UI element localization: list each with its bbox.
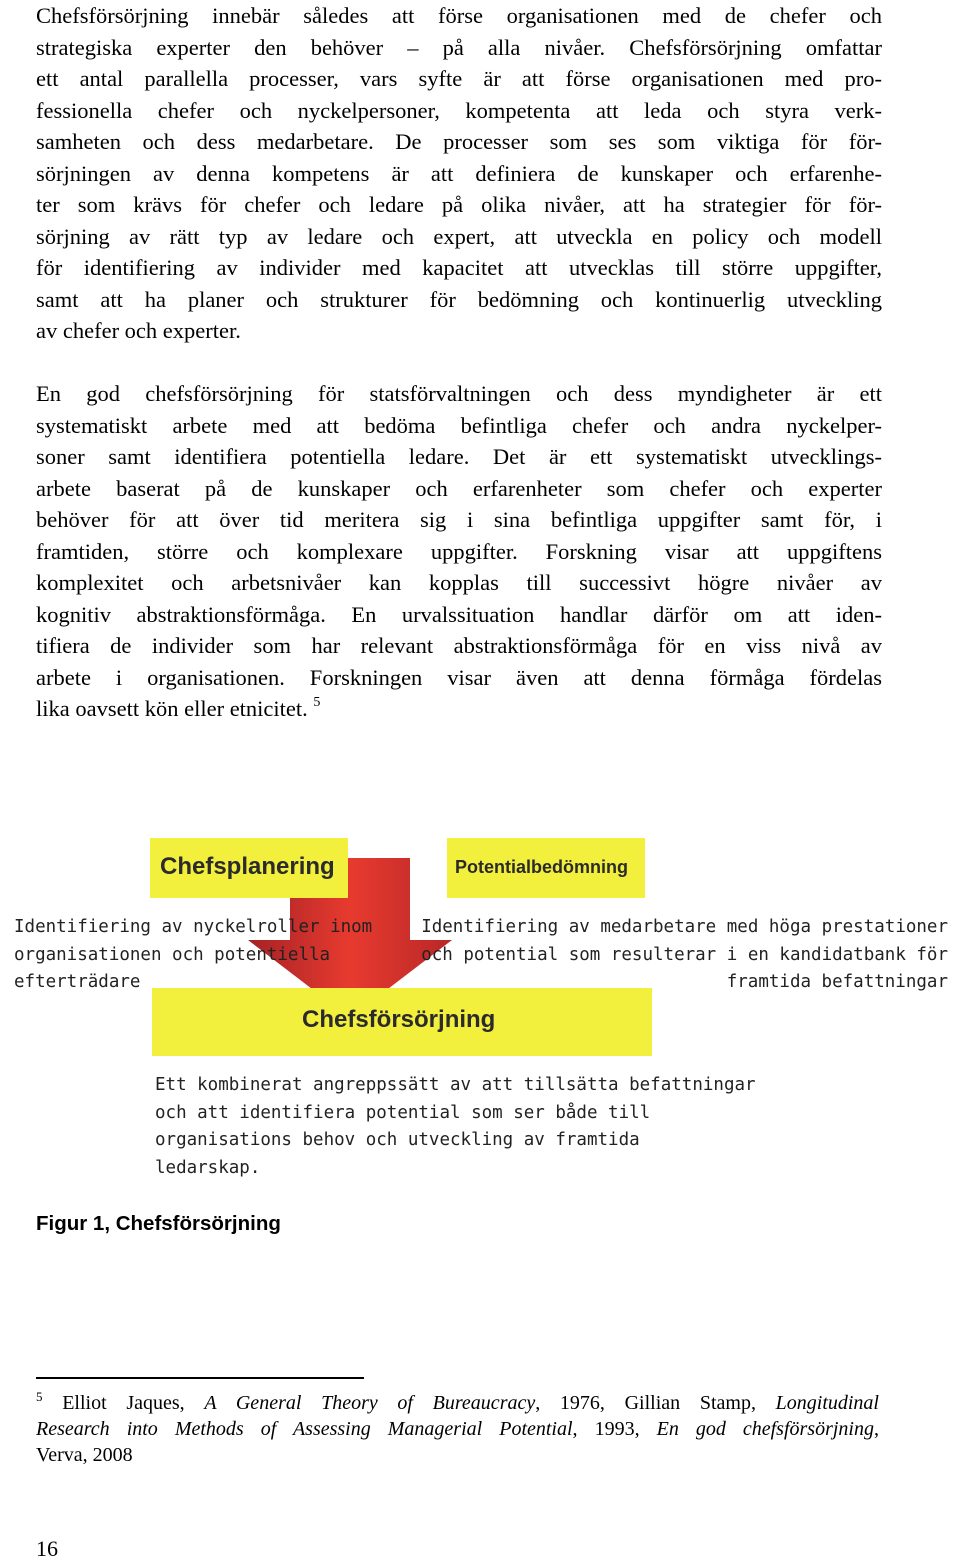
text-line: för identifiering av individer med kapacitet att utvecklas till större uppgifter, — [36, 255, 882, 280]
box-potentialbedomning — [447, 838, 645, 898]
text-line: soner samt identifiera potentiella ledare. Det är ett systematiskt utvecklings- — [36, 444, 882, 469]
box-label: Potentialbedömning — [455, 857, 628, 877]
footnote-text: , 1993, — [572, 1418, 640, 1440]
footnote-text: , 1976, Gillian Stamp, — [535, 1392, 756, 1414]
text-line: Chefsförsörjning innebär således att förse organisationen med de chefer och — [36, 3, 882, 28]
footnote-number: 5 — [36, 1389, 43, 1404]
text-line: samheten och dess medarbetare. De processer som ses som viktiga för för- — [36, 129, 882, 154]
note-line: framtida befattningar — [726, 972, 948, 992]
text-line: ett antal parallella processer, vars syfte är att förse organisationen med pro- — [36, 66, 882, 91]
footnote-divider — [36, 1377, 364, 1379]
text-line: tifiera de individer som har relevant abstraktionsförmåga för en viss nivå av — [36, 633, 882, 658]
book-title: Longitudinal — [775, 1392, 879, 1414]
text-line: av chefer och experter. — [36, 318, 241, 343]
note-line: Identifiering av medarbetare med höga prestationer — [421, 917, 948, 937]
note-line: och att identifiera potential som ser både till — [155, 1102, 651, 1123]
box-chefsplanering — [150, 838, 348, 898]
text-line: arbete i organisationen. Forskningen visar även att denna förmåga fördelas — [36, 664, 882, 690]
footnote-line: Verva, 2008 — [36, 1444, 133, 1466]
box-chefsforsorjning — [152, 988, 652, 1056]
text-line: behöver för att över tid meritera sig i sina befintliga uppgifter samt för, i — [36, 507, 882, 532]
text-line: ter som krävs för chefer och ledare på olika nivåer, att ha strategier för för- — [36, 192, 882, 217]
text-line: sörjningen av denna kompetens är att definiera de kunskaper och erfarenhe- — [36, 160, 882, 186]
book-title: A General Theory of Bureaucracy — [204, 1392, 536, 1414]
body-paragraph-1 — [36, 0, 882, 347]
figure-chefsforsorjning — [0, 820, 960, 1190]
book-title: En god chefsförsörjning — [656, 1418, 874, 1440]
note-bottom — [155, 1072, 756, 1182]
text-line: En god chefsförsörjning för statsförvaltningen och dess myndigheter är ett — [36, 381, 882, 406]
text-line: komplexitet och arbetsnivåer kan kopplas till successivt högre nivåer av — [36, 570, 882, 595]
footnote-reference[interactable]: 5 — [313, 695, 321, 710]
text-line — [36, 693, 882, 725]
note-line: organisations behov och utveckling av framtida — [155, 1130, 640, 1150]
footnote-line — [36, 1416, 879, 1442]
box-label: Chefsplanering — [160, 853, 335, 880]
text-line: samt att ha planer och strukturer för bedömning och kontinuerlig utveckling — [36, 286, 882, 312]
note-line: ledarskap. — [155, 1157, 261, 1178]
footnote-text: , — [874, 1418, 879, 1440]
body-paragraph-2 — [36, 378, 882, 725]
note-line: och potential som resulterar i en kandidatbank för — [421, 944, 948, 965]
box-label: Chefsförsörjning — [302, 1006, 496, 1033]
book-title: Research into Methods of Assessing Managerial Potential — [36, 1418, 573, 1440]
figure-caption: Figur 1, Chefsförsörjning — [36, 1212, 281, 1235]
note-line: Ett kombinerat angreppssätt av att tillsätta befattningar — [155, 1075, 756, 1095]
note-left — [14, 914, 372, 997]
footnote — [36, 1390, 879, 1468]
text-line: strategiska experter den behöver – på alla nivåer. Chefsförsörjning omfattar — [36, 34, 882, 60]
footnote-line — [36, 1390, 879, 1416]
text-line: fessionella chefer och nyckelpersoner, kompetenta att leda och styra verk- — [36, 97, 882, 123]
note-line: Identifiering av nyckelroller inom — [14, 917, 373, 937]
text-line: systematiskt arbete med att bedöma befintliga chefer och andra nyckelper- — [36, 412, 882, 438]
page-number: 16 — [36, 1536, 58, 1561]
text-line: kognitiv abstraktionsförmåga. En urvalssituation handlar därför om att iden- — [36, 601, 882, 627]
text-line-content: lika oavsett kön eller etnicitet. — [36, 696, 308, 721]
text-line: arbete baserat på de kunskaper och erfarenheter som chefer och experter — [36, 475, 882, 501]
text-line: framtiden, större och komplexare uppgifter. Forskning visar att uppgiftens — [36, 538, 882, 564]
note-line: efterträdare — [14, 972, 141, 992]
note-line: organisationen och potentiella — [14, 944, 331, 965]
footnote-text: Elliot Jaques, — [62, 1392, 185, 1414]
text-line: sörjning av rätt typ av ledare och expert, att utveckla en policy och modell — [36, 223, 882, 249]
note-right — [421, 914, 948, 997]
